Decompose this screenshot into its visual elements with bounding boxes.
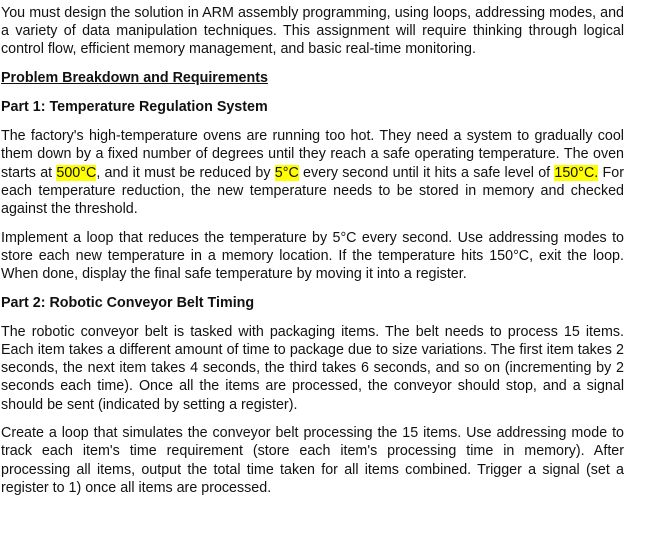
part2-title: Part 2: Robotic Conveyor Belt Timing [1, 294, 255, 311]
part2-paragraph-1: The robotic conveyor belt is tasked with packaging items. The belt needs to process 15 items. Each item takes a different amount of time to package due to size variations. The first item takes 2 seconds, the next item takes 4 seconds, the third takes 6 seconds, and so on (incrementing by 2 seconds each time). Once all the items are processed, the conveyor should stop, and a signal should be sent (indicated by setting a register). [1, 323, 624, 413]
part1-title: Part 1: Temperature Regulation System [1, 99, 268, 116]
part1-text-3: every second until it hits a safe level of [298, 164, 555, 181]
part1-text-1: The factory's high-temperature ovens are running too hot. They need a system to gradually cool them down by a fixed number of degrees until they reach a safe operating temperature. The oven starts at [1, 128, 624, 181]
highlight-safe-temp: 150°C. [554, 164, 599, 181]
part1-paragraph-1 [1, 127, 624, 218]
highlight-step-temp: 5°C [274, 164, 299, 181]
part2-paragraph-2: Create a loop that simulates the conveyor belt processing the 15 items. Use addressing mode to track each item's time requirement (store each item's processing time in memory). After processing all items, output the total time taken for all items combined. Trigger a signal (set a register to 1) once all items are processed. [1, 425, 624, 496]
section-title: Problem Breakdown and Requirements [1, 70, 268, 87]
intro-paragraph: You must design the solution in ARM assembly programming, using loops, addressing modes, and a variety of data manipulation techniques. This assignment will require thinking through logical control flow, efficient memory management, and basic real-time monitoring. [1, 5, 624, 58]
part1-paragraph-2: Implement a loop that reduces the temperature by 5°C every second. Use addressing modes to store each new temperature in a memory location. If the temperature hits 150°C, exit the loop. When done, display the final safe temperature by moving it into a register. [1, 229, 624, 283]
part1-text-2: , and it must be reduced by [96, 164, 275, 181]
part1-text-4: For each temperature reduction, the new temperature needs to be stored in memory and checked against the threshold. [1, 164, 624, 217]
highlight-start-temp: 500°C [56, 164, 97, 181]
